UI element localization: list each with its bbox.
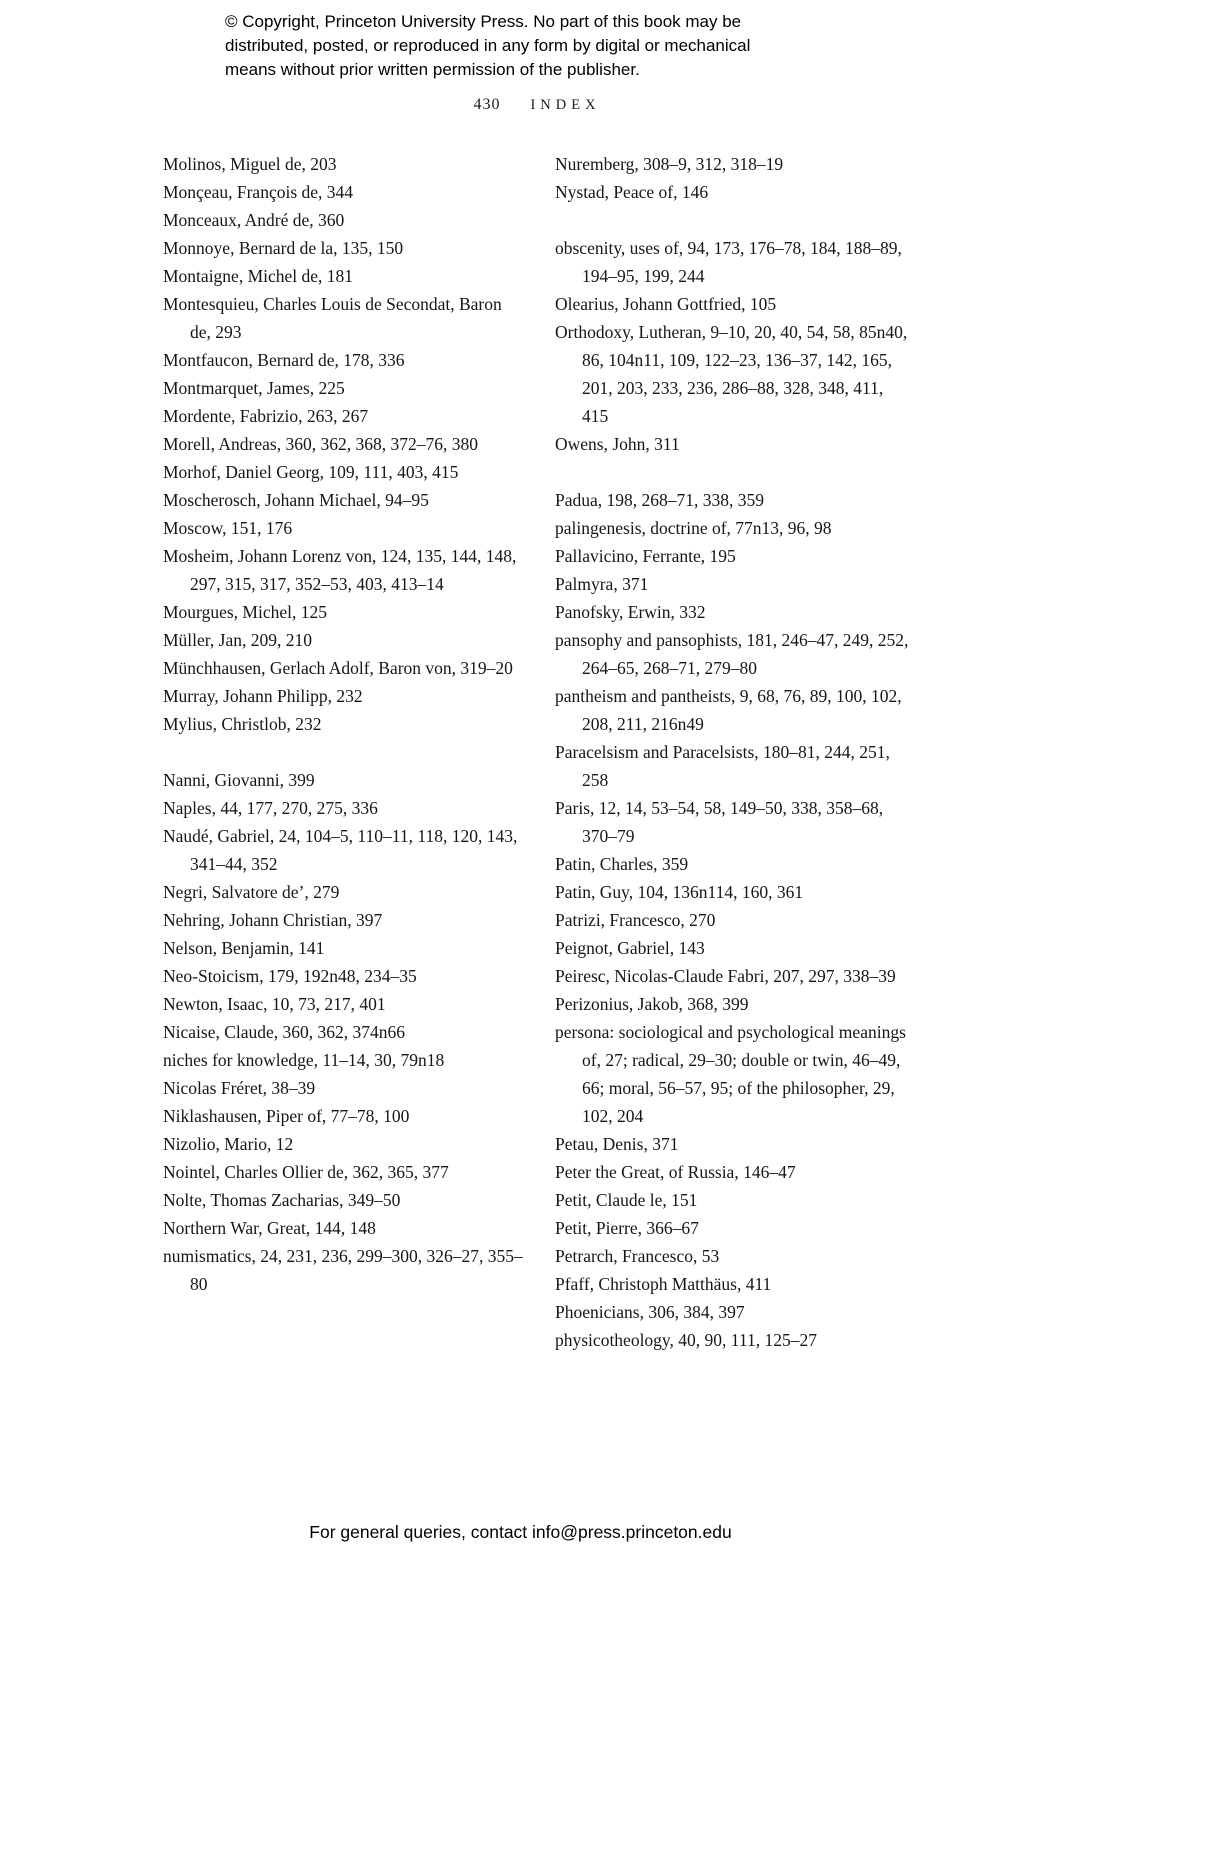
index-entry: Petau, Denis, 371: [555, 1134, 679, 1154]
index-entry: Owens, John, 311: [555, 434, 680, 454]
index-entry: Phoenicians, 306, 384, 397: [555, 1302, 745, 1322]
index-group: [555, 150, 913, 206]
index-entry: Nystad, Peace of, 146: [555, 182, 709, 202]
index-group: [163, 150, 525, 738]
page-number: 430: [473, 96, 501, 114]
index-entry: Nehring, Johann Christian, 397: [163, 910, 383, 930]
index-entry: obscenity, uses of, 94, 173, 176–78, 184, 188–89, 194–95, 199, 244: [555, 238, 902, 286]
index-body: [163, 150, 913, 1354]
page-header: [163, 96, 911, 114]
index-entry: Mylius, Christlob, 232: [163, 714, 322, 734]
index-right-column: [555, 150, 913, 1354]
index-entry: Montfaucon, Bernard de, 178, 336: [163, 350, 405, 370]
index-entry: Newton, Isaac, 10, 73, 217, 401: [163, 994, 386, 1014]
index-entry: Patin, Guy, 104, 136n114, 160, 361: [555, 882, 804, 902]
index-entry: Mourgues, Michel, 125: [163, 602, 327, 622]
index-entry: Monçeau, François de, 344: [163, 182, 354, 202]
index-entry: Nolte, Thomas Zacharias, 349–50: [163, 1190, 401, 1210]
index-entry: pantheism and pantheists, 9, 68, 76, 89, 100, 102, 208, 211, 216n49: [555, 686, 902, 734]
index-entry: Olearius, Johann Gottfried, 105: [555, 294, 777, 314]
index-entry: Palmyra, 371: [555, 574, 649, 594]
index-entry: Montaigne, Michel de, 181: [163, 266, 354, 286]
index-entry: Münchhausen, Gerlach Adolf, Baron von, 319–20: [163, 658, 513, 678]
index-entry: Mordente, Fabrizio, 263, 267: [163, 406, 369, 426]
index-entry: pansophy and pansophists, 181, 246–47, 249, 252, 264–65, 268–71, 279–80: [555, 630, 909, 678]
index-entry: Moscherosch, Johann Michael, 94–95: [163, 490, 429, 510]
index-entry: Northern War, Great, 144, 148: [163, 1218, 376, 1238]
index-title: INDEX: [530, 96, 601, 113]
index-entry: physicotheology, 40, 90, 111, 125–27: [555, 1330, 817, 1350]
index-entry: Peignot, Gabriel, 143: [555, 938, 705, 958]
index-entry: Morell, Andreas, 360, 362, 368, 372–76, 380: [163, 434, 478, 454]
index-entry: Nelson, Benjamin, 141: [163, 938, 325, 958]
index-entry: Naples, 44, 177, 270, 275, 336: [163, 798, 378, 818]
index-entry: Peter the Great, of Russia, 146–47: [555, 1162, 796, 1182]
index-entry: Nanni, Giovanni, 399: [163, 770, 315, 790]
index-entry: Moscow, 151, 176: [163, 518, 293, 538]
index-entry: Pallavicino, Ferrante, 195: [555, 546, 736, 566]
index-entry: Orthodoxy, Lutheran, 9–10, 20, 40, 54, 58, 85n40, 86, 104n11, 109, 122–23, 136–37, 142, 165, 201, 203, 233, 236, 286–88, 328, 348, 411, 415: [555, 322, 908, 426]
index-entry: numismatics, 24, 231, 236, 299–300, 326–27, 355–80: [163, 1246, 523, 1294]
index-entry: Nicolas Fréret, 38–39: [163, 1078, 316, 1098]
index-entry: niches for knowledge, 11–14, 30, 79n18: [163, 1050, 445, 1070]
index-group: [163, 766, 525, 1298]
index-entry: Mosheim, Johann Lorenz von, 124, 135, 144, 148, 297, 315, 317, 352–53, 403, 413–14: [163, 546, 517, 594]
index-entry: Paris, 12, 14, 53–54, 58, 149–50, 338, 358–68, 370–79: [555, 798, 884, 846]
index-entry: Panofsky, Erwin, 332: [555, 602, 706, 622]
index-entry: Nizolio, Mario, 12: [163, 1134, 294, 1154]
copyright-line: means without prior written permission of the publisher.: [225, 60, 640, 79]
index-entry: Petit, Claude le, 151: [555, 1190, 698, 1210]
index-entry: Patrizi, Francesco, 270: [555, 910, 716, 930]
index-entry: Naudé, Gabriel, 24, 104–5, 110–11, 118, 120, 143, 341–44, 352: [163, 826, 518, 874]
copyright-line: © Copyright, Princeton University Press. No part of this book may be: [225, 12, 742, 31]
index-entry: Monceaux, André de, 360: [163, 210, 345, 230]
index-entry: Montesquieu, Charles Louis de Secondat, Baron de, 293: [163, 294, 502, 342]
index-entry: persona: sociological and psychological meanings of, 27; radical, 29–30; double or twin, 46–49, 66; moral, 56–57, 95; of the philosopher, 29, 102, 204: [555, 1022, 906, 1126]
index-entry: Pfaff, Christoph Matthäus, 411: [555, 1274, 772, 1294]
index-entry: Monnoye, Bernard de la, 135, 150: [163, 238, 404, 258]
index-entry: Petit, Pierre, 366–67: [555, 1218, 699, 1238]
index-entry: Padua, 198, 268–71, 338, 359: [555, 490, 765, 510]
index-entry: Müller, Jan, 209, 210: [163, 630, 313, 650]
index-entry: Neo-Stoicism, 179, 192n48, 234–35: [163, 966, 417, 986]
index-entry: Nicaise, Claude, 360, 362, 374n66: [163, 1022, 406, 1042]
index-group: [555, 486, 913, 1354]
index-entry: Niklashausen, Piper of, 77–78, 100: [163, 1106, 410, 1126]
copyright-notice: [225, 10, 750, 82]
index-entry: Paracelsism and Paracelsists, 180–81, 244, 251, 258: [555, 742, 890, 790]
copyright-line: distributed, posted, or reproduced in any form by digital or mechanical: [225, 36, 751, 55]
index-entry: Montmarquet, James, 225: [163, 378, 345, 398]
index-entry: Morhof, Daniel Georg, 109, 111, 403, 415: [163, 462, 459, 482]
index-entry: Patin, Charles, 359: [555, 854, 689, 874]
index-entry: Nointel, Charles Ollier de, 362, 365, 377: [163, 1162, 449, 1182]
index-left-column: [163, 150, 525, 1354]
index-entry: Murray, Johann Philipp, 232: [163, 686, 363, 706]
index-entry: Petrarch, Francesco, 53: [555, 1246, 720, 1266]
footer-contact: For general queries, contact info@press.princeton.edu: [309, 1522, 732, 1542]
index-entry: palingenesis, doctrine of, 77n13, 96, 98: [555, 518, 832, 538]
index-entry: Molinos, Miguel de, 203: [163, 154, 337, 174]
index-entry: Perizonius, Jakob, 368, 399: [555, 994, 749, 1014]
index-entry: Nuremberg, 308–9, 312, 318–19: [555, 154, 784, 174]
index-group: [555, 234, 913, 458]
index-entry: Peiresc, Nicolas-Claude Fabri, 207, 297, 338–39: [555, 966, 896, 986]
index-entry: Negri, Salvatore de’, 279: [163, 882, 340, 902]
